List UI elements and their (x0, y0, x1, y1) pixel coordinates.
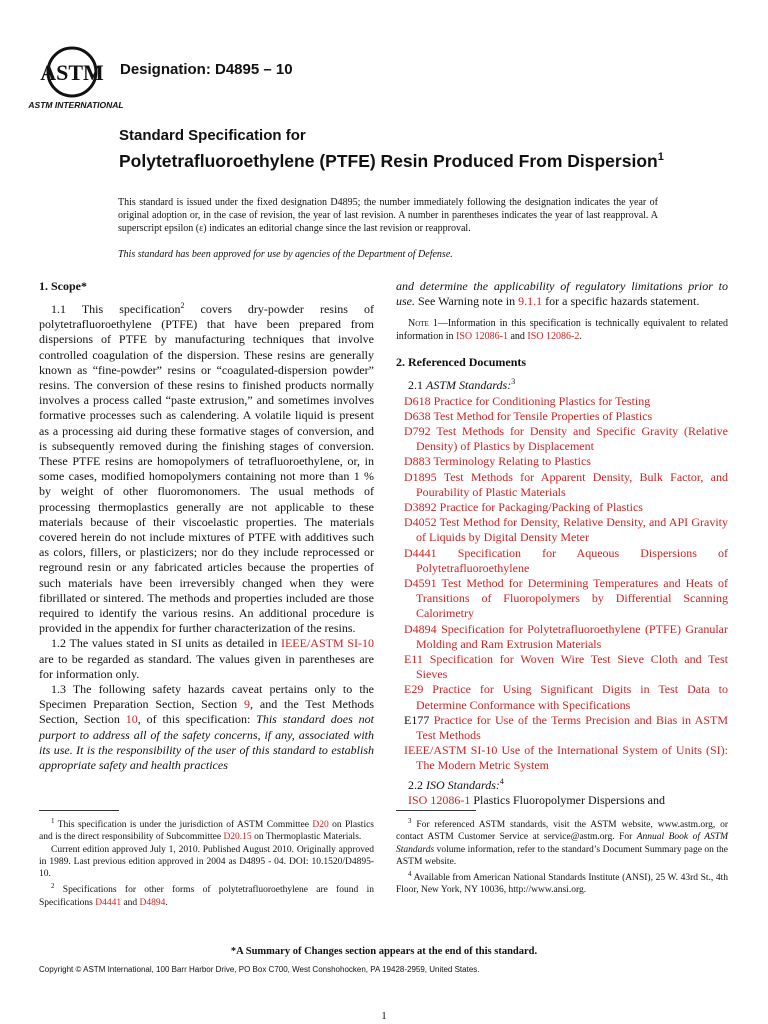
copyright: Copyright © ASTM International, 100 Barr Harbor Drive, PO Box C700, West Conshohocken, PA 19428-2959, United States. (39, 965, 480, 974)
reference-list (396, 394, 728, 774)
footnotes-right (396, 810, 728, 897)
reference-item (396, 576, 728, 622)
reference-code-link[interactable]: D4591 (404, 576, 437, 591)
reference-item (396, 394, 728, 409)
iso-standards-heading: 2.2 ISO Standards:$^4$ (408, 776, 504, 792)
page-number: 1 (381, 1010, 387, 1022)
reference-item (396, 652, 728, 682)
link-section-10[interactable]: 10 (125, 712, 138, 727)
iso-reference: ISO 12086-1 Plastics Fluoropolymer Dispersions and (408, 792, 665, 807)
title-main: Polytetrafluoroethylene (PTFE) Resin Produced From Dispersion$^1$ (119, 150, 664, 171)
title-prefix: Standard Specification for (119, 127, 306, 144)
astm-logo (28, 44, 124, 110)
dod-approval: This standard has been approved for use by agencies of the Department of Defense. (118, 249, 453, 260)
reference-title-link[interactable]: Use of the International System of Units (SI): The Modern Metric System (416, 743, 728, 773)
left-column (39, 279, 374, 773)
reference-item (396, 424, 728, 454)
astm-standards-heading: 2.1 ASTM Standards:$^3$ (408, 377, 516, 393)
scope-1-1: 1.1 This specification$^2$ covers dry-powder resins of polytetrafluoroethylene (PTFE) that have been prepared from dispersions of PTFE by manufacturing techniques that involve controlled coagulation of the dispersion. These resins are generally known as “fine-powder” resins or “coagulated-dispersion powder” resins. The conversion of these resins to finished products normally involves a process called “paste extrusion,” and sometimes involves formative processes such as calendering. A volatile liquid is present as a processing aid during these formative stages of conversion, and is subsequently removed during the finishing stages of conversion. These PTFE resins are homopolymers of tetrafluoroethylene, or, in some cases, modified homopolymers containing not more than 1 % by weight of other fluoromonomers. The usual methods of processing thermoplastics generally are not applicable to these materials because of their viscoelastic properties. The materials covered herein do not include mixtures of PTFE with additives such as colors, fillers, or plasticizers; nor do they include reprocessed or reground resin or any fabricated articles because the properties of such materials have been irreversibly changed when they were fibrillated or sintered. The methods and properties included are those required to identify the various resins. An additional procedure is provided in the appendix for further characterization of the resins. (39, 301, 374, 636)
designation: Designation: D4895 – 10 (120, 61, 293, 78)
issuance-statement: This standard is issued under the fixed designation D4895; the number immediately following the designation indicates the year of original adoption or, in the case of revision, the year of last revision. A number in parentheses indicates the year of last reapproval. A superscript epsilon (ε) indicates an editorial change since the last revision or reapproval. (118, 197, 658, 235)
reference-code-link[interactable]: IEEE/ASTM SI-10 (404, 743, 498, 758)
footnote-2: $^2$ Specifications for other forms of polytetrafluoroethylene are found in Specifications D4441 and D4894. (39, 882, 374, 908)
reference-code-link[interactable]: D883 (404, 454, 431, 469)
reference-title-link[interactable]: Practice for Use of the Terms Precision and Bias in ASTM Test Methods (416, 712, 728, 743)
reference-title-link[interactable]: Test Method for Tensile Properties of Plastics (433, 408, 653, 423)
reference-item (396, 546, 728, 576)
scope-1-2: 1.2 The values stated in SI units as detailed in IEEE/ASTM SI-10 are to be regarded as standard. The values given in parentheses are for information only. (39, 636, 374, 681)
reference-title-link[interactable]: Practice for Using Significant Digits in Test Data to Determine Conformance with Specifications (416, 682, 728, 712)
reference-code-link[interactable]: D3892 (404, 500, 437, 515)
reference-code-link[interactable]: D4052 (404, 515, 437, 530)
reference-code-link[interactable]: E29 (404, 682, 424, 697)
footnote-1-edition: Current edition approved July 1, 2010. Published August 2010. Originally approved in 1989. Last previous edition approved in 2004 as D4895 - 04. DOI: 10.1520/D4895-10. (39, 844, 374, 879)
reference-title-link[interactable]: Specification for Aqueous Dispersions of Polytetrafluoroethylene (416, 545, 729, 575)
footnote-3: $^3$ For referenced ASTM standards, visit the ASTM website, www.astm.org, or contact ASTM Customer Service at service@astm.org. For Annual Book of ASTM Standards volume information, refer to the standard’s Document Summary page on the ASTM website. (396, 817, 728, 867)
reference-code-link[interactable]: E11 (404, 652, 423, 667)
reference-item (396, 470, 728, 500)
reference-item (396, 622, 728, 652)
link-ieee-si10[interactable]: IEEE/ASTM SI-10 (280, 636, 374, 651)
reference-title-link[interactable]: Test Methods for Apparent Density, Bulk Factor, and Pourability of Plastic Materials (416, 469, 728, 499)
note-1: Note 1—Information in this specification is technically equivalent to related information in ISO 12086-1 and ISO 12086-2. (396, 318, 728, 343)
reference-title-link[interactable]: Practice for Packaging/Packing of Plastics (439, 500, 643, 515)
reference-item (396, 743, 728, 773)
link-d4894-fn[interactable]: D4894 (139, 897, 166, 908)
reference-title-link[interactable]: Test Method for Determining Temperatures and Heats of Transitions of Fluoropolymers by Differential Scanning Calorimetry (416, 576, 728, 621)
scope-heading: 1. Scope* (39, 279, 87, 293)
link-section-9[interactable]: 9 (244, 697, 251, 712)
reference-title-link[interactable]: Test Methods for Density and Specific Gravity (Relative Density) of Plastics by Displacement (416, 424, 728, 454)
footnotes-left (39, 810, 374, 909)
footnote-4: $^4$ Available from American National Standards Institute (ANSI), 25 W. 43rd St., 4th Floor, New York, NY 10036, http://www.ansi.org. (396, 869, 728, 896)
reference-code-link[interactable]: D618 (404, 393, 431, 408)
reference-code-link[interactable]: D638 (404, 408, 431, 423)
scope-1-3: 1.3 The following safety hazards caveat pertains only to the Specimen Preparation Section, Section 9, and the Test Methods Section, Section 10, of this specification: This standard does not purport to address all of the safety concerns, if any, associated with its use. It is the responsibility of the user of this standard to establish appropriate safety and health practices (39, 682, 374, 773)
reference-title-link[interactable]: Test Method for Density, Relative Density, and API Gravity of Liquids by Digital Density Meter (416, 515, 728, 545)
reference-code-link[interactable]: D4894 (404, 621, 437, 636)
reference-item (396, 409, 728, 424)
right-column (396, 279, 728, 808)
reference-item (396, 500, 728, 515)
reference-title-link[interactable]: Specification for Woven Wire Test Sieve Cloth and Test Sieves (416, 652, 728, 682)
reference-code-link[interactable]: D1895 (404, 469, 437, 484)
reference-item (396, 713, 728, 743)
reference-item (396, 454, 728, 469)
reference-code-link[interactable]: D4441 (404, 545, 437, 560)
link-9-1-1[interactable]: 9.1.1 (518, 294, 543, 309)
link-iso-12086-1[interactable]: ISO 12086-1 (456, 331, 508, 343)
referenced-documents-heading: 2. Referenced Documents (396, 355, 527, 370)
reference-code-link[interactable]: D792 (404, 424, 431, 439)
reference-title-link[interactable]: Terminology Relating to Plastics (433, 454, 591, 469)
summary-of-changes-note: *A Summary of Changes section appears at the end of this standard. (230, 946, 538, 957)
link-d20[interactable]: D20 (312, 820, 329, 831)
link-iso-12086-1-ref[interactable]: ISO 12086-1 (408, 792, 471, 807)
footnote-1: $^1$ This specification is under the jurisdiction of ASTM Committee D20 on Plastics and is the direct responsibility of Subcommittee D20.15 on Thermoplastic Materials. (39, 817, 374, 843)
logo-text: ASTM INTERNATIONAL (28, 100, 124, 110)
reference-title-link[interactable]: Specification for Polytetrafluoroethylene (PTFE) Granular Molding and Ram Extrusion Materials (416, 621, 729, 651)
link-d4441-fn[interactable]: D4441 (95, 897, 122, 908)
svg-text:ASTM: ASTM (40, 60, 104, 85)
reference-title-link[interactable]: Practice for Conditioning Plastics for Testing (433, 393, 651, 408)
document-title (119, 127, 679, 172)
reference-item (396, 682, 728, 712)
reference-item (396, 515, 728, 545)
link-d20-15[interactable]: D20.15 (223, 832, 252, 843)
scope-1-3-continued: and determine the applicability of regulatory limitations prior to use. See Warning note in 9.1.1 for a specific hazards statement. (396, 279, 728, 309)
reference-code-link[interactable]: E177 (404, 712, 430, 727)
footnote-rule (396, 810, 476, 811)
footnote-rule (39, 810, 119, 811)
link-iso-12086-2[interactable]: ISO 12086-2 (527, 331, 580, 343)
title-footnote-ref[interactable]: 1 (657, 151, 664, 163)
